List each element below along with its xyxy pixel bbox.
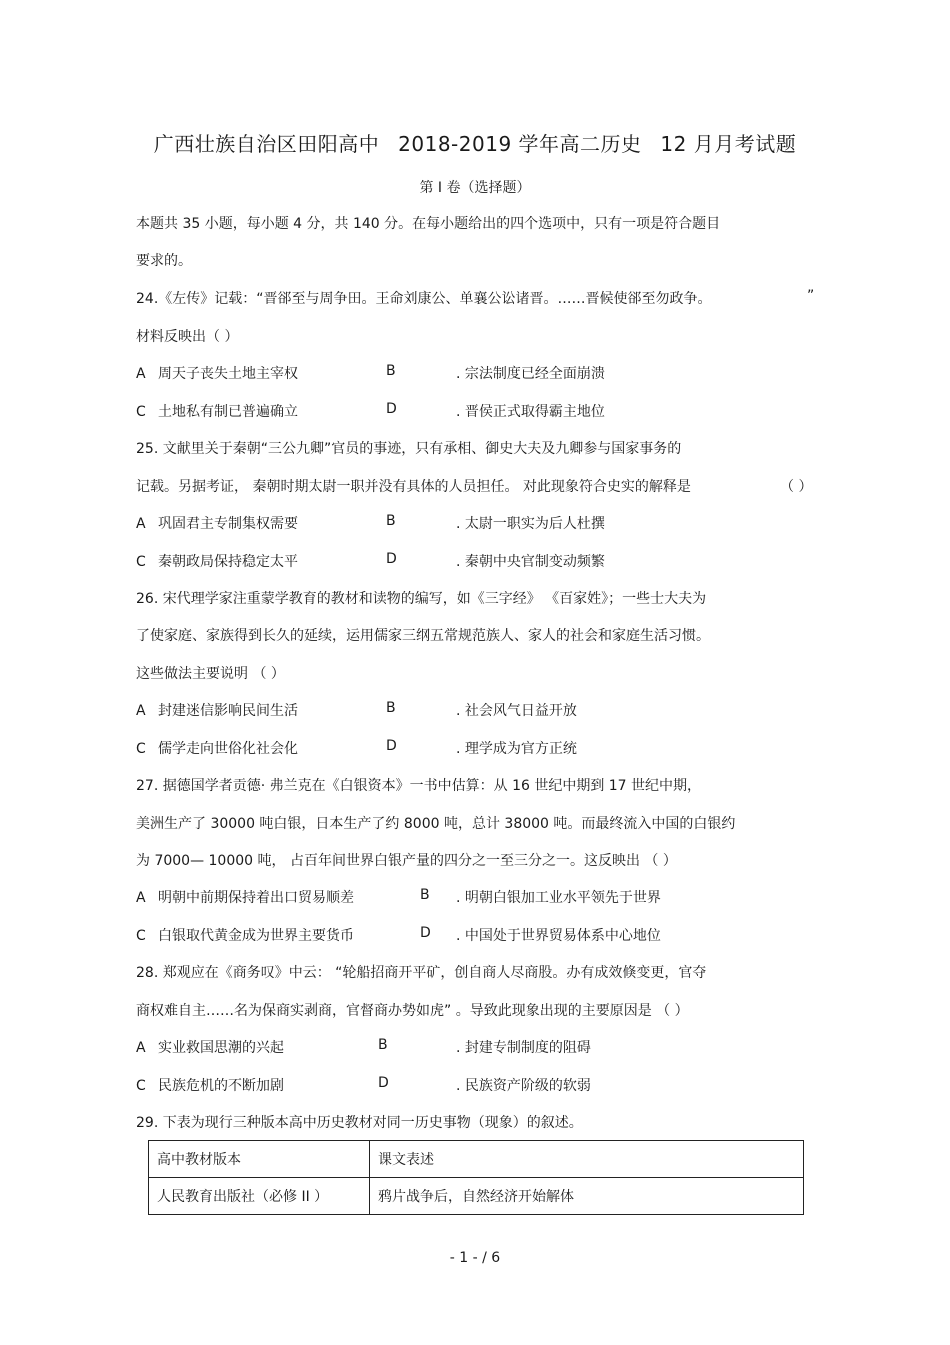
q28-option-b: . 封建专制制度的阻碍 [456,1040,591,1056]
q24-option-c: C 土地私有制已普遍确立 [136,404,298,420]
q27-stem-line-2: 美洲生产了 30000 吨白银，日本生产了约 8000 吨，总计 38000 吨。而最终流入中国的白银约 [136,816,736,832]
page-title [0,128,950,157]
q25-stem-line-1: 25. 文献里关于秦朝“三公九卿”官员的事迹，只有承相、御史大夫及九卿参与国家事务的 [136,441,682,457]
q25-stem-line-2: 记载。另据考证， 秦朝时期太尉一职并没有具体的人员担任。 对此现象符合史实的解释是 [136,479,691,495]
q25-answer-blank: （ ） [780,479,813,495]
q25-option-b: . 太尉一职实为后人杜撰 [456,516,605,532]
q24-stem-line-1: 24.《左传》记载：“晋郤至与周争田。王命刘康公、单襄公讼诸晋。……晋候使郤至勿政争。 [136,291,712,307]
q25-option-d-letter: D [386,551,397,567]
q25-option-a: A 巩固君主专制集权需要 [136,516,298,532]
q27-option-c: C 白银取代黄金成为世界主要货币 [136,928,354,944]
q27-stem-line-3: 为 7000— 10000 吨， 占百年间世界白银产量的四分之一至三分之一。这反映出 （ ） [136,853,677,869]
q28-option-b-letter: B [378,1037,388,1053]
q27-stem-line-1: 27. 据德国学者贡德· 弗兰克在《白银资本》一书中估算：从 16 世纪中期到 17 世纪中期， [136,778,702,794]
q24-closing-quote: ” [807,288,815,304]
q26-option-b-letter: B [386,700,396,716]
q28-stem-line-2: 商权难自主……名为保商实剥商，官督商办势如虎” 。导致此现象出现的主要原因是 （ ） [136,1003,689,1019]
q27-option-b: . 明朝白银加工业水平领先于世界 [456,890,661,906]
title-school: 广西壮族自治区田阳高中 [153,132,380,156]
section-heading: 第 I 卷（选择题） [419,180,531,196]
q26-stem-line-1: 26. 宋代理学家注重蒙学教育的教材和读物的编写，如《三字经》 《百家姓》；一些士大夫为 [136,591,707,607]
q26-option-a: A 封建迷信影响民间生活 [136,703,298,719]
intro-line-1: 本题共 35 小题，每小题 4 分，共 140 分。在每小题给出的四个选项中，只有一项是符合题目 [136,216,721,232]
q26-option-d-letter: D [386,738,397,754]
q25-option-d: . 秦朝中央官制变动频繁 [456,554,605,570]
q26-stem-line-3: 这些做法主要说明 （ ） [136,666,285,682]
q27-option-d-letter: D [420,925,431,941]
q28-stem-line-1: 28. 郑观应在《商务叹》中云： “轮船招商开平矿，创自商人尽商股。办有成效倏变更，官夺 [136,965,707,981]
table-header-cell: 课文表述 [370,1141,804,1178]
table-header-cell: 高中教材版本 [149,1141,370,1178]
q25-option-b-letter: B [386,513,396,529]
q24-option-d: . 晋侯正式取得霸主地位 [456,404,605,420]
q28-option-a: A 实业救国思潮的兴起 [136,1040,284,1056]
q27-option-b-letter: B [420,887,430,903]
q29-stem-line-1: 29. 下表为现行三种版本高中历史教材对同一历史事物（现象）的叙述。 [136,1115,583,1131]
q26-stem-line-2: 了使家庭、家族得到长久的延续，运用儒家三纲五常规范族人、家人的社会和家庭生活习惯。 [136,628,710,644]
q26-option-b: . 社会风气日益开放 [456,703,577,719]
q27-option-a: A 明朝中前期保持着出口贸易顺差 [136,890,354,906]
q24-option-d-letter: D [386,401,397,417]
q24-option-b-letter: B [386,363,396,379]
textbook-comparison-table [148,1140,804,1215]
q24-option-b: . 宗法制度已经全面崩溃 [456,366,605,382]
title-exam: 12 月月考试题 [660,132,797,156]
table-header-row [149,1141,804,1178]
q28-option-d-letter: D [378,1075,389,1091]
q26-option-d: . 理学成为官方正统 [456,741,577,757]
title-year: 2018-2019 学年高二历史 [398,132,642,156]
table-cell: 鸦片战争后，自然经济开始解体 [370,1178,804,1215]
page-number: - 1 - / 6 [449,1250,501,1266]
q24-stem-line-2: 材料反映出（ ） [136,329,239,345]
q25-option-c: C 秦朝政局保持稳定太平 [136,554,298,570]
q28-option-d: . 民族资产阶级的软弱 [456,1078,591,1094]
q27-option-d: . 中国处于世界贸易体系中心地位 [456,928,661,944]
table-cell: 人民教育出版社（必修 II ） [149,1178,370,1215]
q26-option-c: C 儒学走向世俗化社会化 [136,741,298,757]
intro-line-2: 要求的。 [136,253,192,269]
q28-option-c: C 民族危机的不断加剧 [136,1078,284,1094]
q24-option-a: A 周天子丧失土地主宰权 [136,366,298,382]
table-row [149,1178,804,1215]
